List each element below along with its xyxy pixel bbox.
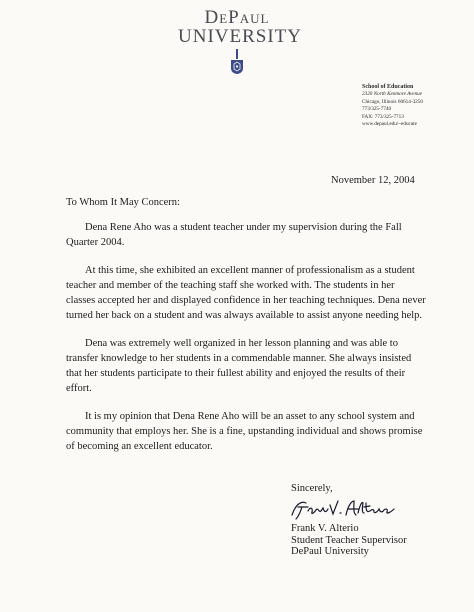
logo-divider xyxy=(236,49,238,59)
letterhead-address xyxy=(362,84,472,128)
body-paragraph: Dena Rene Aho was a student teacher under my supervision during the Fall Quarter 2004. xyxy=(66,222,402,248)
seal-icon xyxy=(229,59,245,75)
logo-wordmark-bottom: UNIVERSITY xyxy=(178,26,302,47)
logo-wordmark-top: DePaul xyxy=(204,7,270,28)
address-line: 2320 North Kenmore Avenue xyxy=(362,91,423,98)
signer-name: Frank V. Alterio xyxy=(291,523,359,534)
fax-line: FAX: 773/325-7713 xyxy=(362,113,404,120)
address-line: Chicago, Illinois 60614-3250 xyxy=(362,98,423,105)
handwritten-signature xyxy=(288,495,398,523)
letter-body xyxy=(66,220,426,467)
closing: Sincerely, xyxy=(291,483,333,494)
letter-date: November 12, 2004 xyxy=(331,175,415,186)
signer-organization: DePaul University xyxy=(291,546,369,557)
phone-line: 773/325-7740 xyxy=(362,106,392,113)
signer-block xyxy=(291,523,407,558)
body-paragraph: At this time, she exhibited an excellent manner of professionalism as a student teacher and member of the teaching staff she worked with. The students in her classes accepted her and displayed confidence in her teaching techniques. Dena never turned her back on a student and was always available to assist anyone needing help. xyxy=(66,265,426,321)
department-name: School of Education xyxy=(362,84,414,90)
salutation: To Whom It May Concern: xyxy=(66,197,180,208)
website-line: www.depaul.edu/~educate xyxy=(362,121,417,128)
university-logo xyxy=(178,7,302,80)
body-paragraph: Dena was extremely well organized in her lesson planning and was able to transfer knowledge to her students in a commendable manner. She always insisted that her students participate to their fullest ability and enjoyed the results of their effort. xyxy=(66,338,412,394)
signer-title: Student Teacher Supervisor xyxy=(291,534,407,546)
body-paragraph: It is my opinion that Dena Rene Aho will be an asset to any school system and community that employs her. She is a fine, upstanding individual and shows promise of becoming an excellent educator. xyxy=(66,411,423,452)
